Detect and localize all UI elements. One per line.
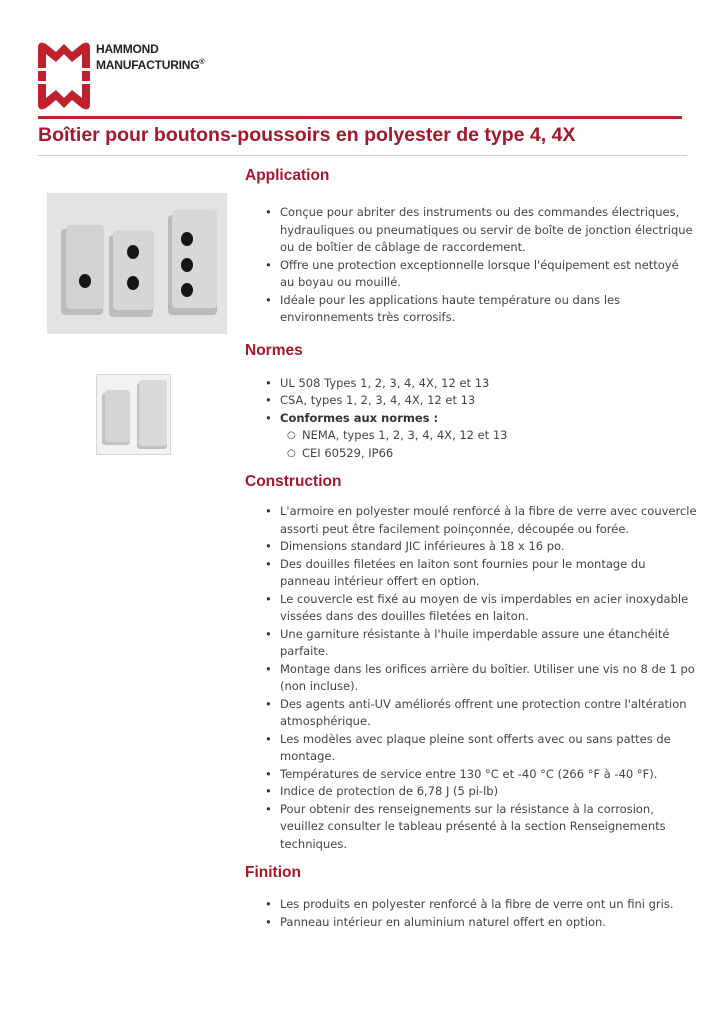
conformes-label: Conformes aux normes :	[280, 410, 439, 425]
list-item: • Conçue pour abriter des instruments ou des commandes électriques, hydrauliques ou pneumatiques ou servir de boîte de jonction électrique ou de boîtier de câblage de raccordement.	[245, 204, 690, 257]
list-item: • Des douilles filetées en laiton sont fournies pour le montage du panneau intérieur offert en option.	[245, 556, 690, 591]
section-heading-finition: Finition	[245, 864, 301, 881]
list-item: • Indice de protection de 6,78 J (5 pi-lb)	[245, 783, 690, 801]
list-item: • Le couvercle est fixé au moyen de vis imperdables en acier inoxydable vissées dans des douilles filetées en laiton.	[245, 591, 690, 626]
product-photo-main	[47, 193, 227, 334]
list-item: • UL 508 Types 1, 2, 3, 4, 4X, 12 et 13	[245, 375, 690, 393]
list-application	[245, 204, 693, 327]
list-finition	[245, 896, 690, 931]
list-item: • Panneau intérieur en aluminium naturel offert en option.	[245, 914, 690, 932]
list-item: • Montage dans les orifices arrière du boîtier. Utiliser une vis no 8 de 1 po (non incluse).	[245, 661, 690, 696]
section-heading-construction: Construction	[245, 473, 342, 490]
list-construction	[245, 503, 697, 853]
registered-mark: ®	[199, 59, 205, 66]
hammond-logo	[38, 40, 238, 115]
logo-wordmark	[96, 42, 204, 72]
page-title: Boîtier pour boutons-poussoirs en polyester de type 4, 4X	[38, 124, 576, 146]
section-heading-normes: Normes	[245, 341, 303, 359]
list-normes-conformes	[245, 427, 690, 462]
list-item: • Offre une protection exceptionnelle lorsque l'équipement est nettoyé au boyau ou mouillé.	[245, 257, 690, 292]
list-item	[245, 410, 690, 428]
logo-line-2: MANUFACTURING	[96, 58, 200, 72]
header-divider	[38, 116, 682, 119]
list-item: ○ NEMA, types 1, 2, 3, 4, 4X, 12 et 13	[245, 427, 690, 445]
list-item: • L'armoire en polyester moulé renforcé à la fibre de verre avec couvercle assorti peut être facilement poinçonnée, découpée ou forée.	[245, 503, 690, 538]
list-item: ○ CEI 60529, IP66	[245, 445, 690, 463]
list-item: • Dimensions standard JIC inférieures à 18 x 16 po.	[245, 538, 690, 556]
list-item: • Des agents anti-UV améliorés offrent une protection contre l'altération atmosphérique.	[245, 696, 690, 731]
logo-line-1: HAMMOND	[96, 42, 159, 56]
list-item: • Une garniture résistante à l'huile imperdable assure une étanchéité parfaite.	[245, 626, 690, 661]
list-item: • Idéale pour les applications haute température ou dans les environnements très corrosifs.	[245, 292, 690, 327]
list-item: • Les produits en polyester renforcé à la fibre de verre ont un fini gris.	[245, 896, 690, 914]
section-heading-application: Application	[245, 167, 330, 184]
list-item: • Températures de service entre 130 °C et -40 °C (266 °F à -40 °F).	[245, 766, 690, 784]
list-item: • Les modèles avec plaque pleine sont offerts avec ou sans pattes de montage.	[245, 731, 690, 766]
title-divider	[38, 155, 687, 156]
list-normes	[245, 375, 690, 428]
content-column	[245, 166, 697, 931]
product-photo-thumbnail[interactable]	[96, 374, 171, 455]
list-item: • Pour obtenir des renseignements sur la résistance à la corrosion, veuillez consulter le tableau présenté à la section Renseignements techniques.	[245, 801, 690, 854]
hammond-logo-mark-icon	[38, 40, 90, 112]
list-item: • CSA, types 1, 2, 3, 4, 4X, 12 et 13	[245, 392, 690, 410]
